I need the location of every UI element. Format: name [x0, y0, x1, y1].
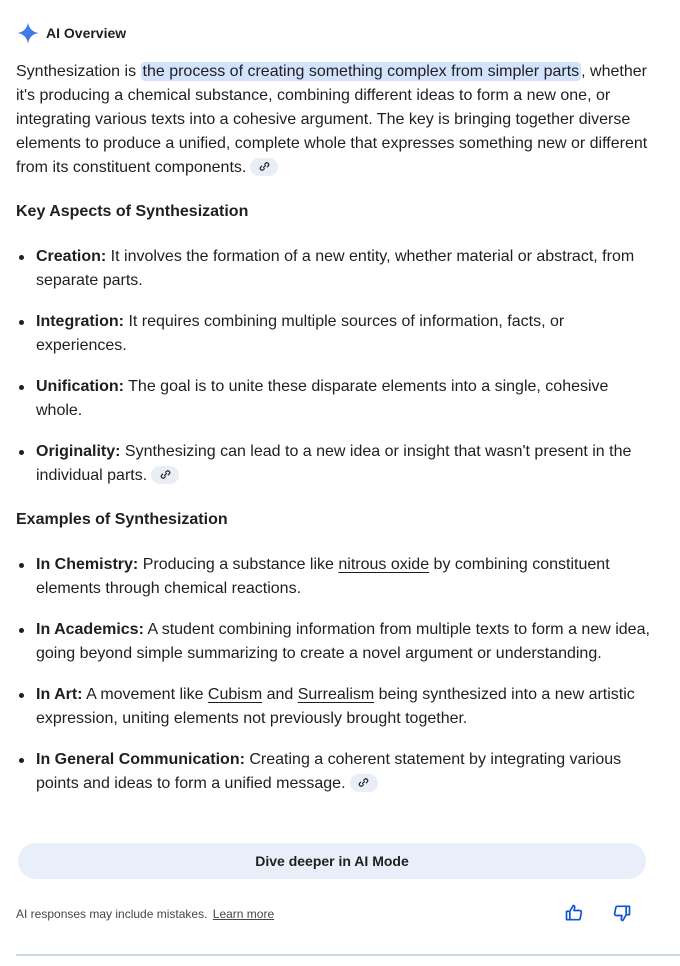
example-text: being synthesized into a new artistic expression, uniting elements not previously brought together. [36, 686, 635, 727]
key-aspects-list [16, 245, 650, 488]
ai-overview-header [16, 21, 126, 45]
thumbs-down-button[interactable] [609, 900, 635, 926]
example-text: Creating a coherent statement by integrating various points and ideas to form a unified message. [36, 751, 622, 792]
examples-list [16, 553, 650, 796]
citation-link-button[interactable] [350, 774, 378, 792]
list-item [16, 245, 650, 293]
examples-heading: Examples of Synthesization [16, 511, 228, 528]
link-icon [259, 161, 270, 172]
key-aspects-heading: Key Aspects of Synthesization [16, 203, 249, 220]
thumbs-down-icon [612, 903, 632, 923]
example-label: In Academics: [36, 621, 144, 638]
example-text: A movement like [82, 686, 208, 703]
intro-rest: , whether it's producing a chemical substance, combining different ideas to form a new one, or integrating various texts into a cohesive argument. The key is bringing together diverse elements to produce a unified, complete whole that expresses something new or different from its constituent components. [16, 63, 648, 176]
link-icon [358, 777, 369, 788]
aspect-label: Creation: [36, 248, 107, 265]
intro-paragraph [16, 60, 656, 180]
example-label: In General Communication: [36, 751, 245, 768]
list-item [16, 618, 650, 666]
aspect-label: Originality: [36, 443, 121, 460]
example-text: and [262, 686, 298, 703]
disclaimer-text: AI responses may include mistakes. [16, 907, 208, 921]
thumbs-up-button[interactable] [561, 900, 587, 926]
aspect-text: Synthesizing can lead to a new idea or insight that wasn't present in the individual parts. [36, 443, 632, 484]
sparkle-icon [16, 21, 40, 45]
list-item [16, 683, 650, 731]
citation-link-button[interactable] [151, 466, 179, 484]
nitrous-oxide-link[interactable]: nitrous oxide [338, 556, 430, 573]
list-item [16, 310, 650, 358]
learn-more-link[interactable]: Learn more [212, 907, 275, 921]
example-label: In Chemistry: [36, 556, 139, 573]
ai-disclaimer [16, 906, 274, 922]
list-item [16, 440, 650, 488]
example-label: In Art: [36, 686, 83, 703]
aspect-text: It involves the formation of a new entity, whether material or abstract, from separate parts. [36, 248, 635, 289]
aspect-text: It requires combining multiple sources of information, facts, or experiences. [36, 313, 565, 354]
example-text: Producing a substance like [138, 556, 339, 573]
intro-highlight: the process of creating something complex from simpler parts [142, 63, 580, 80]
aspect-label: Integration: [36, 313, 124, 330]
list-item [16, 375, 650, 423]
dive-deeper-ai-mode-button[interactable]: Dive deeper in AI Mode [18, 843, 646, 879]
section-divider [16, 954, 680, 956]
citation-link-button[interactable] [250, 158, 278, 176]
example-text: by combining constituent elements through chemical reactions. [36, 556, 610, 597]
list-item [16, 553, 650, 601]
surrealism-link[interactable]: Surrealism [297, 686, 375, 703]
link-icon [160, 469, 171, 480]
cubism-link[interactable]: Cubism [207, 686, 263, 703]
thumbs-up-icon [564, 903, 584, 923]
ai-overview-title: AI Overview [46, 25, 127, 41]
example-text: A student combining information from multiple texts to form a new idea, going beyond simple summarizing to create a novel argument or understanding. [36, 621, 650, 662]
aspect-text: The goal is to unite these disparate elements into a single, cohesive whole. [36, 378, 609, 419]
list-item [16, 748, 650, 796]
intro-prefix: Synthesization is [16, 63, 141, 80]
aspect-label: Unification: [36, 378, 124, 395]
